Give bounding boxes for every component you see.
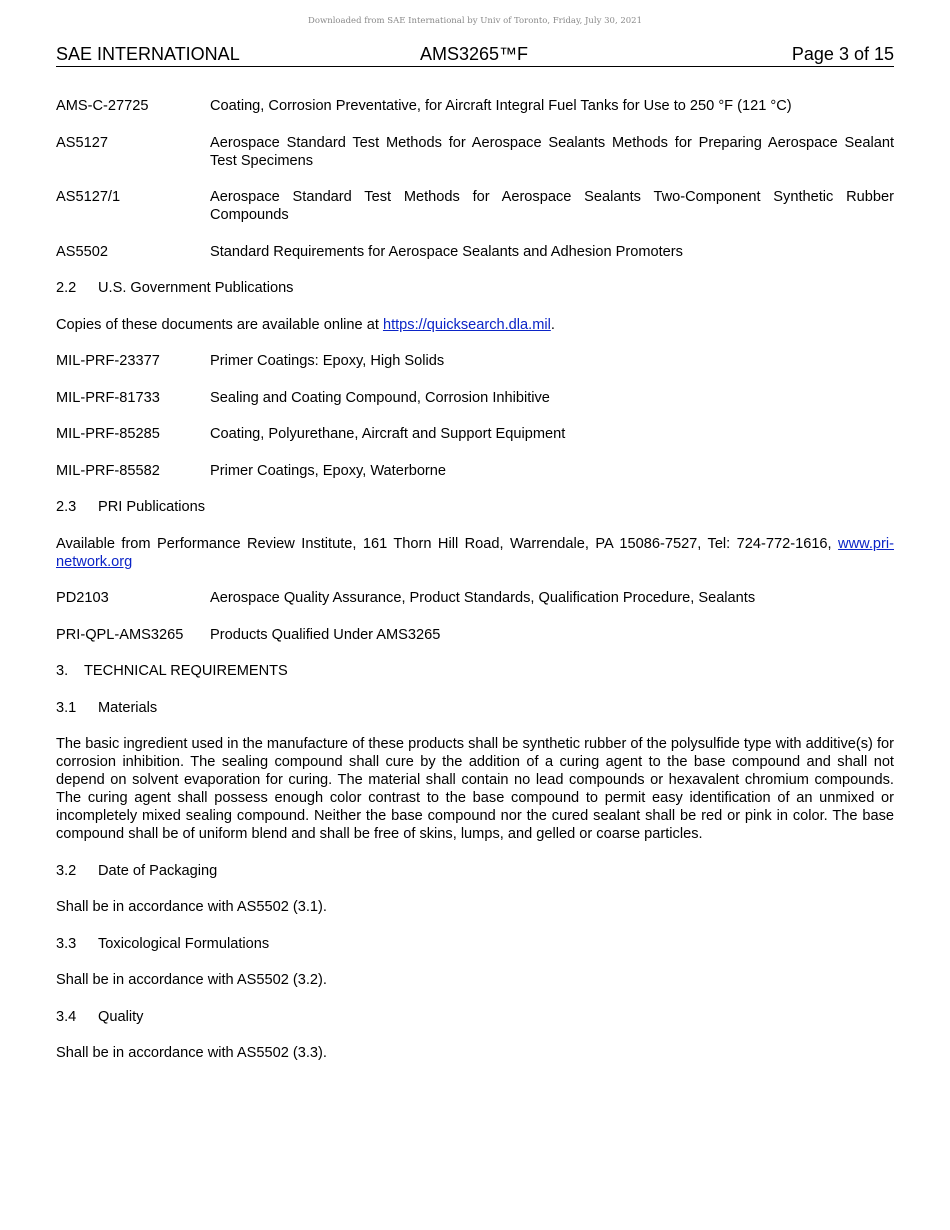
reference-entry xyxy=(56,462,894,480)
section-title: Date of Packaging xyxy=(98,862,218,879)
reference-title: Products Qualified Under AMS3265 xyxy=(210,626,441,643)
reference-code: MIL-PRF-23377 xyxy=(56,353,160,369)
section-number: 3.3 xyxy=(56,935,77,952)
reference-entry xyxy=(56,243,894,261)
section-heading-3-3 xyxy=(56,935,894,953)
section-heading-3 xyxy=(56,662,894,680)
reference-code: AMS-C-27725 xyxy=(56,98,149,114)
reference-entry xyxy=(56,389,894,407)
document-id: AMS3265™F xyxy=(420,44,529,64)
reference-entry xyxy=(56,97,894,115)
reference-code: MIL-PRF-85285 xyxy=(56,426,160,442)
dla-quicksearch-link[interactable]: https://quicksearch.dla.mil xyxy=(382,316,551,333)
reference-code: AS5502 xyxy=(56,243,108,260)
reference-entry xyxy=(56,188,894,224)
toxicological-paragraph: Shall be in accordance with AS5502 (3.2). xyxy=(56,972,327,988)
reference-entry xyxy=(56,352,894,370)
availability-text: Available from Performance Review Institute, 161 Thorn Hill Road, Warrendale, PA 15086-7527, Tel: 724-772-1616, xyxy=(56,535,839,552)
page-number: Page 3 of 15 xyxy=(791,44,894,64)
reference-code: AS5127/1 xyxy=(56,189,121,205)
section-heading-2-2 xyxy=(56,279,894,297)
reference-title: Coating, Polyurethane, Aircraft and Support Equipment xyxy=(210,426,566,442)
packaging-paragraph: Shall be in accordance with AS5502 (3.1). xyxy=(56,899,327,915)
section-number: 2.3 xyxy=(56,499,77,515)
reference-title: Standard Requirements for Aerospace Sealants and Adhesion Promoters xyxy=(210,243,683,260)
section-heading-3-1 xyxy=(56,699,894,717)
section-number: 3.2 xyxy=(56,862,77,879)
reference-title: Aerospace Quality Assurance, Product Standards, Qualification Procedure, Sealants xyxy=(210,590,756,606)
document-body xyxy=(56,97,894,1081)
reference-code: AS5127 xyxy=(56,134,108,151)
reference-title: Coating, Corrosion Preventative, for Aircraft Integral Fuel Tanks for Use to 250 °F (121 °C) xyxy=(210,98,792,114)
reference-code: PD2103 xyxy=(56,590,109,606)
page-header xyxy=(56,44,894,67)
reference-entry xyxy=(56,425,894,443)
availability-note xyxy=(56,535,894,571)
availability-note xyxy=(56,316,894,334)
section-heading-2-3 xyxy=(56,498,894,516)
pri-network-link[interactable]: www.pri-network.org xyxy=(56,535,894,570)
availability-suffix: . xyxy=(550,316,555,333)
reference-code: MIL-PRF-85582 xyxy=(56,462,160,479)
section-heading-3-4 xyxy=(56,1008,894,1026)
section-title: PRI Publications xyxy=(98,499,206,515)
publisher-name: SAE INTERNATIONAL xyxy=(56,44,240,64)
section-title: Toxicological Formulations xyxy=(98,935,270,952)
reference-title: Primer Coatings: Epoxy, High Solids xyxy=(210,353,445,369)
section-number: 3.1 xyxy=(56,699,77,716)
section-title: U.S. Government Publications xyxy=(98,280,294,296)
reference-title: Sealing and Coating Compound, Corrosion Inhibitive xyxy=(210,389,550,406)
reference-entry xyxy=(56,626,894,644)
reference-title: Aerospace Standard Test Methods for Aerospace Sealants Two-Component Synthetic Rubber Compounds xyxy=(210,189,894,223)
reference-entry xyxy=(56,134,894,170)
section-title: Quality xyxy=(98,1008,144,1025)
section-title: Materials xyxy=(98,699,158,716)
reference-entry xyxy=(56,589,894,607)
download-watermark: Downloaded from SAE International by Univ of Toronto, Friday, July 30, 2021 xyxy=(308,16,642,26)
availability-text: Copies of these documents are available online at xyxy=(56,316,383,333)
section-heading-3-2 xyxy=(56,862,894,880)
section-number: 3. xyxy=(56,663,69,679)
reference-code: MIL-PRF-81733 xyxy=(56,389,160,406)
section-number: 2.2 xyxy=(56,280,77,296)
reference-title: Aerospace Standard Test Methods for Aerospace Sealants Methods for Preparing Aerospace Sealant Test Specimens xyxy=(210,134,894,169)
quality-paragraph: Shall be in accordance with AS5502 (3.3). xyxy=(56,1045,327,1061)
reference-title: Primer Coatings, Epoxy, Waterborne xyxy=(210,462,447,479)
reference-code: PRI-QPL-AMS3265 xyxy=(56,626,184,643)
section-title: TECHNICAL REQUIREMENTS xyxy=(84,663,288,679)
materials-paragraph: The basic ingredient used in the manufacture of these products shall be synthetic rubber of the polysulfide type with additive(s) for corrosion inhibition. The sealing compound shall cure by the addition of a curing agent to the base compound and shall not depend on solvent evaporation for curing. The material shall contain no lead compounds or hexavalent chromium compounds. The curing agent shall possess enough color contrast to the base compound to permit easy identification of an unmixed or incompletely mixed sealing compound. Neither the base compound nor the cured sealant shall be red or pink in color. The base compound shall be of uniform blend and shall be free of skins, lumps, and gelled or coarse particles. xyxy=(56,736,894,842)
section-number: 3.4 xyxy=(56,1008,77,1025)
